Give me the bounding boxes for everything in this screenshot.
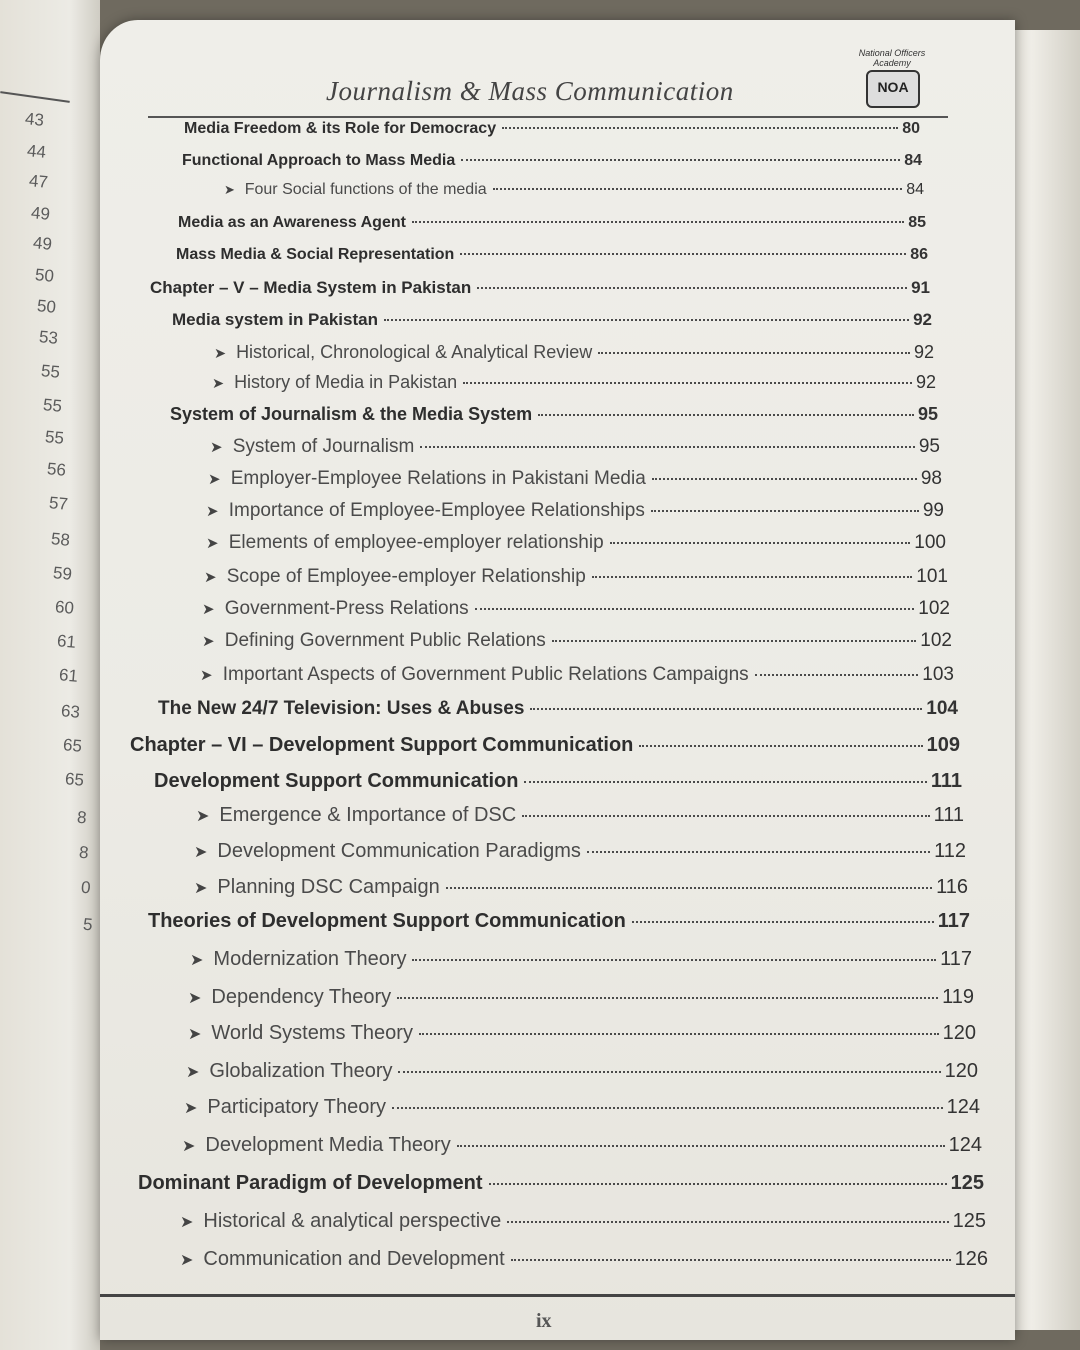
bullet-arrow-icon: ➤ — [184, 1100, 198, 1117]
toc-entry-title: Important Aspects of Government Public Relations Campaigns — [222, 664, 749, 685]
toc-sub-entry — [224, 181, 924, 199]
toc-entry-page: 103 — [922, 664, 954, 685]
toc-sub-entry — [214, 342, 934, 363]
toc-entry-page: 116 — [936, 876, 968, 898]
toc-heading-entry — [158, 698, 958, 720]
dot-leader — [420, 446, 915, 448]
dot-leader — [552, 640, 917, 642]
dot-leader — [384, 319, 909, 321]
left-page-number: 57 — [48, 493, 69, 514]
toc-entry-title: Theories of Development Support Communication — [148, 910, 626, 932]
left-page-number: 53 — [38, 327, 59, 348]
toc-sub-entry — [184, 1096, 980, 1119]
toc-entry-title: Chapter – V – Media System in Pakistan — [150, 278, 472, 297]
dot-leader — [610, 542, 911, 544]
dot-leader — [587, 851, 930, 853]
toc-entry-page: 126 — [954, 1248, 988, 1270]
toc-entry-title: Historical & analytical perspective — [203, 1210, 502, 1232]
toc-entry-page: 125 — [952, 1210, 986, 1232]
left-page-number: 55 — [42, 395, 63, 416]
toc-entry-title: Importance of Employee-Employee Relationships — [228, 500, 645, 521]
dot-leader — [489, 1183, 947, 1185]
toc-entry-page: 84 — [904, 152, 922, 169]
toc-sub-entry — [196, 804, 964, 827]
left-page-number: 56 — [46, 459, 67, 480]
toc-entry-page: 99 — [922, 500, 944, 521]
left-page-number: 65 — [64, 769, 85, 790]
bullet-arrow-icon: ➤ — [180, 1214, 194, 1231]
dot-leader — [538, 414, 914, 416]
toc-entry-title: Development Communication Paradigms — [217, 840, 581, 862]
bullet-arrow-icon: ➤ — [204, 569, 217, 586]
toc-sub-entry — [182, 1134, 982, 1157]
toc-entry-page: 109 — [926, 734, 960, 756]
left-page-rule — [0, 91, 70, 103]
toc-entry-page: 104 — [926, 698, 958, 719]
left-page-number: 44 — [26, 141, 47, 162]
toc-heading-entry — [148, 910, 970, 933]
toc-heading-entry — [138, 1172, 984, 1195]
toc-sub-entry — [208, 468, 942, 490]
bullet-arrow-icon: ➤ — [186, 1064, 200, 1081]
toc-entry-page: 92 — [913, 342, 934, 362]
toc-entry-title: History of Media in Pakistan — [234, 372, 458, 392]
toc-entry-page: 95 — [918, 436, 940, 457]
bullet-arrow-icon: ➤ — [182, 1138, 196, 1155]
toc-entry-page: 124 — [946, 1096, 980, 1118]
dot-leader — [524, 781, 926, 783]
toc-entry-page: 102 — [918, 598, 950, 619]
toc-heading-entry — [182, 152, 922, 170]
toc-entry-page: 80 — [902, 120, 920, 137]
dot-leader — [598, 352, 910, 354]
dot-leader — [502, 127, 898, 129]
dot-leader — [632, 921, 934, 923]
dot-leader — [493, 188, 903, 190]
toc-entry-page: 111 — [933, 804, 964, 826]
logo-badge: NOA — [866, 70, 920, 108]
left-page-number: 65 — [62, 735, 83, 756]
dot-leader — [511, 1259, 951, 1261]
toc-entry-title: Media Freedom & its Role for Democracy — [184, 120, 497, 137]
toc-entry-title: Media system in Pakistan — [172, 310, 378, 329]
toc-heading-entry — [178, 214, 926, 232]
toc-entry-title: Development Support Communication — [154, 770, 519, 792]
left-page-number: 61 — [58, 665, 79, 686]
left-page-number: 8 — [77, 842, 89, 863]
toc-entry-title: Elements of employee-employer relationship — [228, 532, 604, 553]
toc-entry-title: Dependency Theory — [211, 986, 392, 1008]
dot-leader — [398, 1071, 940, 1073]
dot-leader — [530, 708, 922, 710]
toc-sub-entry — [202, 630, 952, 652]
bullet-arrow-icon: ➤ — [208, 471, 221, 488]
toc-entry-title: Employer-Employee Relations in Pakistani Media — [230, 468, 646, 489]
dot-leader — [397, 997, 938, 999]
dot-leader — [460, 253, 906, 255]
toc-entry-title: Functional Approach to Mass Media — [182, 152, 456, 169]
toc-entry-page: 119 — [942, 986, 974, 1008]
left-page-number: 50 — [36, 296, 57, 317]
toc-entry-title: System of Journalism & the Media System — [170, 404, 533, 424]
toc-sub-entry — [206, 532, 946, 554]
toc-entry-title: Planning DSC Campaign — [217, 876, 440, 898]
toc-entry-page: 95 — [917, 404, 938, 424]
left-page-number: 43 — [24, 109, 45, 130]
bullet-arrow-icon: ➤ — [212, 376, 225, 392]
bullet-arrow-icon: ➤ — [196, 808, 210, 825]
toc-entry-title: Chapter – VI – Development Support Communication — [130, 734, 634, 756]
dot-leader — [639, 745, 922, 747]
bullet-arrow-icon: ➤ — [210, 439, 223, 456]
toc-entry-title: Participatory Theory — [207, 1096, 386, 1118]
toc-sub-entry — [200, 664, 954, 686]
left-page — [0, 0, 100, 1350]
bullet-arrow-icon: ➤ — [188, 990, 202, 1007]
toc-entry-title: Defining Government Public Relations — [224, 630, 546, 651]
toc-entry-page: 86 — [910, 246, 928, 263]
running-title: Journalism & Mass Communication — [326, 76, 734, 106]
dot-leader — [652, 478, 917, 480]
dot-leader — [651, 510, 919, 512]
toc-entry-page: 125 — [950, 1172, 984, 1194]
bullet-arrow-icon: ➤ — [200, 667, 213, 684]
toc-entry-page: 120 — [944, 1060, 978, 1082]
bullet-arrow-icon: ➤ — [224, 182, 235, 197]
toc-entry-title: Scope of Employee-employer Relationship — [226, 566, 586, 587]
toc-entry-title: Government-Press Relations — [224, 598, 469, 619]
page-number: ix — [536, 1310, 552, 1332]
toc-entry-page: 102 — [920, 630, 952, 651]
bullet-arrow-icon: ➤ — [206, 503, 219, 520]
toc-heading-entry — [154, 770, 962, 793]
left-page-number: 47 — [28, 171, 49, 192]
bullet-arrow-icon: ➤ — [194, 880, 208, 897]
toc-entry-page: 92 — [915, 372, 936, 392]
toc-entry-title: System of Journalism — [232, 436, 415, 457]
dot-leader — [755, 674, 919, 676]
dot-leader — [412, 221, 904, 223]
toc-sub-entry — [212, 372, 936, 393]
toc-sub-entry — [188, 1022, 976, 1045]
toc-entry-page: 117 — [940, 948, 972, 970]
left-page-number: 63 — [60, 701, 81, 722]
left-page-number: 5 — [81, 914, 93, 935]
toc-sub-entry — [206, 500, 944, 522]
toc-sub-entry — [194, 840, 966, 863]
left-page-number: 8 — [75, 807, 87, 828]
main-page — [100, 20, 1015, 1340]
toc-entry-page: 101 — [916, 566, 948, 587]
bullet-arrow-icon: ➤ — [180, 1252, 194, 1269]
toc-heading-entry — [172, 310, 932, 330]
dot-leader — [592, 576, 912, 578]
left-page-number: 55 — [44, 427, 65, 448]
toc-sub-entry — [204, 566, 948, 588]
toc-entry-page: 111 — [930, 770, 962, 792]
toc-entry-page: 91 — [911, 278, 930, 297]
toc-entry-title: Historical, Chronological & Analytical Review — [236, 342, 593, 362]
toc-entry-page: 92 — [913, 310, 932, 329]
toc-entry-title: Media as an Awareness Agent — [178, 214, 406, 231]
toc-entry-page: 112 — [934, 840, 966, 862]
dot-leader — [457, 1145, 945, 1147]
logo-arc-text: National Officers Academy — [858, 48, 926, 68]
toc-entry-page: 84 — [906, 181, 924, 198]
dot-leader — [419, 1033, 939, 1035]
toc-entry-title: Four Social functions of the media — [244, 181, 487, 198]
dot-leader — [507, 1221, 948, 1223]
bullet-arrow-icon: ➤ — [206, 535, 219, 552]
left-page-number: 50 — [34, 265, 55, 286]
toc-entry-page: 117 — [937, 910, 970, 932]
toc-entry-title: Dominant Paradigm of Development — [138, 1172, 483, 1194]
bullet-arrow-icon: ➤ — [188, 1026, 202, 1043]
bullet-arrow-icon: ➤ — [202, 633, 215, 650]
toc-sub-entry — [180, 1248, 988, 1271]
toc-entry-page: 85 — [908, 214, 926, 231]
left-page-number: 59 — [52, 563, 73, 584]
toc-heading-entry — [130, 734, 960, 757]
toc-entry-title: Development Media Theory — [205, 1134, 451, 1156]
toc-entry-page: 124 — [948, 1134, 982, 1156]
toc-sub-entry — [210, 436, 940, 458]
bullet-arrow-icon: ➤ — [202, 601, 215, 618]
toc-heading-entry — [150, 278, 930, 298]
dot-leader — [522, 815, 929, 817]
left-page-number: 0 — [79, 877, 91, 898]
toc-sub-entry — [194, 876, 968, 899]
toc-sub-entry — [202, 598, 950, 620]
dot-leader — [477, 287, 907, 289]
left-page-number: 58 — [50, 529, 71, 550]
dot-leader — [461, 159, 900, 161]
toc-entry-page: 98 — [920, 468, 942, 489]
toc-entry-page: 100 — [914, 532, 946, 553]
toc-sub-entry — [180, 1210, 986, 1233]
dot-leader — [412, 959, 936, 961]
toc-sub-entry — [190, 948, 972, 971]
dot-leader — [392, 1107, 943, 1109]
toc-heading-entry — [176, 246, 928, 264]
toc-heading-entry — [170, 404, 938, 425]
left-page-number: 60 — [54, 597, 75, 618]
toc-entry-title: Modernization Theory — [213, 948, 407, 970]
footer-rule — [100, 1294, 1015, 1297]
bullet-arrow-icon: ➤ — [194, 844, 208, 861]
toc-entry-title: Globalization Theory — [209, 1060, 393, 1082]
left-page-number: 61 — [56, 631, 77, 652]
left-page-number: 49 — [32, 233, 53, 254]
toc-heading-entry — [184, 120, 920, 138]
toc-entry-title: Mass Media & Social Representation — [176, 246, 455, 263]
toc-entry-title: World Systems Theory — [211, 1022, 413, 1044]
left-page-number: 49 — [30, 203, 51, 224]
toc-sub-entry — [186, 1060, 978, 1083]
bullet-arrow-icon: ➤ — [214, 346, 227, 362]
table-of-contents — [100, 20, 1015, 1300]
dot-leader — [446, 887, 932, 889]
bullet-arrow-icon: ➤ — [190, 952, 204, 969]
toc-sub-entry — [188, 986, 974, 1009]
toc-entry-title: The New 24/7 Television: Uses & Abuses — [158, 698, 525, 719]
toc-entry-title: Communication and Development — [203, 1248, 505, 1270]
dot-leader — [463, 382, 912, 384]
toc-entry-title: Emergence & Importance of DSC — [219, 804, 517, 826]
dot-leader — [475, 608, 915, 610]
toc-entry-page: 120 — [942, 1022, 976, 1044]
left-page-number: 55 — [40, 361, 61, 382]
